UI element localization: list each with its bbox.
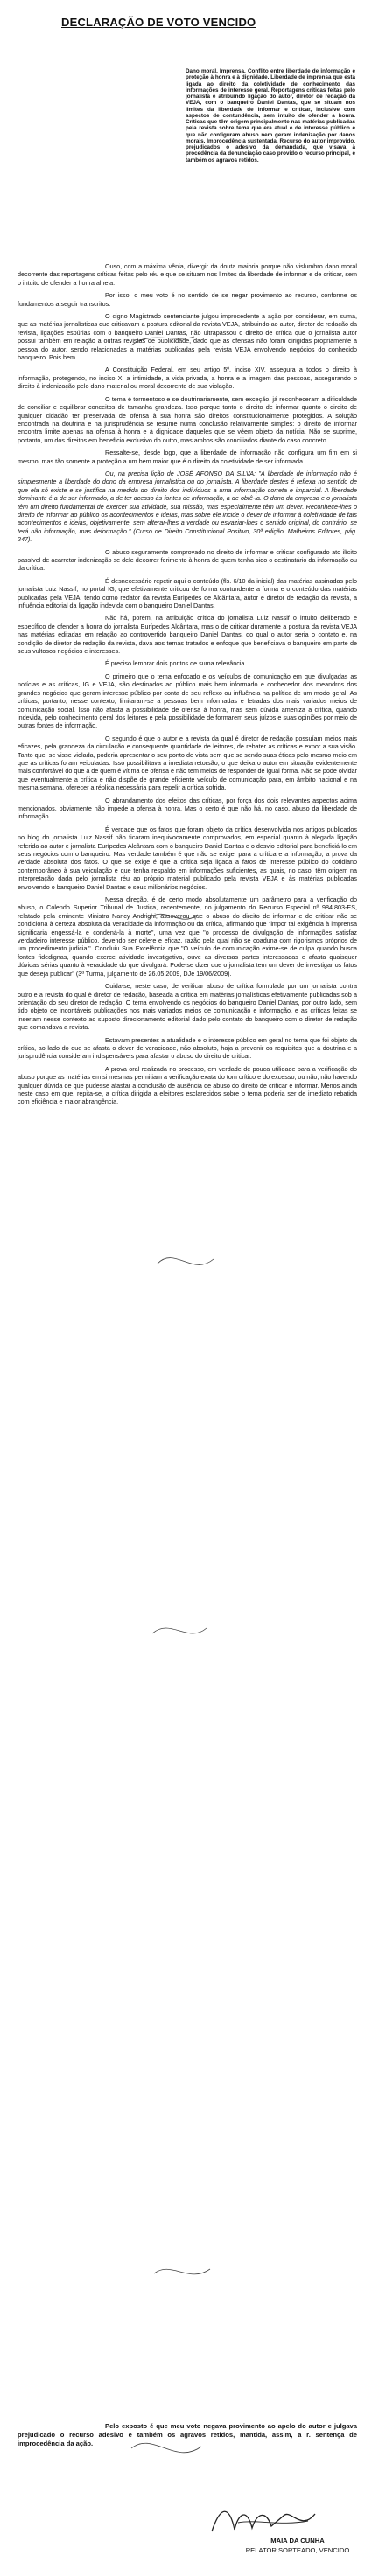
doctrine-quote: Ou, na precisa lição de JOSÉ AFONSO DA SILVA: "A liberdade de informação não é simplesmente a liberdade do dono da empresa jornalística ou do jornalista. A liberdade destes é reflexa no sentido de que ela só existe e se justifica na medida do direito dos indivíduos a uma informação correta e imparcial. A liberdade dominante é a de ser informado, a de ter acesso às fontes de informação, a de obtê-la. O dono da empresa e o jornalista têm um direito fundamental de exercer sua atividade, sua missão, mas especialmente têm um dever. Reconhece-lhes o direito de informar ao público os acontecimentos e ideias, mas sobre ele incide o dever de informar à coletividade de tais acontecimentos e ideias, objetivamente, sem alterar-lhes a verdade ou esvaziar-lhes o sentido original, do contrário, se terá não informação, mas deformação." (Curso de Direito Constitucional Positivo, 30ª edição, Malheiros Editores, pág. 247).: [18, 469, 357, 544]
paragraph: O abrandamento dos efeitos das críticas, por força dos dois relevantes aspectos acima mencionados, obviamente não impede a ofensa à honra. Mas o certo é que não há, no caso, abuso da liberdade de informação.: [18, 796, 357, 821]
paragraph: O cigno Magistrado sentenciante julgou improcedente a ação por considerar, em suma, que as matérias jornalísticas que criticavam a postura editorial da revista VEJA, atribuindo ao autor, diretor de redação da revista, ligações espúrias com o banqueiro Daniel Dantas, não ultrapassou o direito de crítica que o jornalista autor possui também em relação a outras revistas de publicidade, dado que as ofensas não foram dirigidas propriamente a pessoa do autor, sendo relacionadas a matérias publicadas pela revista VEJA envolvendo negócios do conhecido banqueiro. Pois bem.: [18, 312, 357, 362]
paragraph: É desnecessário repetir aqui o conteúdo (fls. 6/10 da inicial) das matérias assinadas pelo jornalista Luiz Nassif, no portal IG, que efetivamente criticou de forma contundente a forma e o conteúdo das matérias publicadas pela VEJA, tendo como redator da revista Eurípedes de Alcântara, autor e diretor de redação da revista, a influência editorial da ligação indevida com o banqueiro Daniel Dantas.: [18, 576, 357, 610]
vote-conclusion: [18, 2422, 357, 2448]
conclusion-text: Pelo exposto é que meu voto negava provimento ao apelo do autor e julgava prejudicado o recurso adesivo e também os agravos retidos, mantida, assim, a r. sentença de improcedência da ação.: [18, 2422, 357, 2447]
scribble-mark: [154, 2269, 210, 2274]
paragraph: O primeiro que o tema enfocado e os veículos de comunicação em que divulgadas as notícias e as críticas, IG e VEJA, são destinados ao público mais bem informado e conhecedor dos meandros dos grandes negócios que geram interesse público por conta de seu reflexo ou influência na política de um modo geral. As críticas, portanto, nesse contexto, limitaram-se a pessoas bem informadas e letradas dos mais variados meios de comunicação social. Isso não afasta a possibilidade de ofensa à honra, mas sem dúvida ameniza a crítica, quando indevida, pelo conhecimento geral dos leitores e pela possibilidade de formarem seus juízos e suas opiniões por meio de outras fontes de informação.: [18, 672, 357, 730]
vote-body: [18, 262, 357, 1110]
page-title: DECLARAÇÃO DE VOTO VENCIDO: [61, 16, 256, 29]
paragraph: Por isso, o meu voto é no sentido de se negar provimento ao recurso, conforme os fundamentos a seguir transcritos.: [18, 291, 357, 308]
paragraph: Ouso, com a máxima vênia, divergir da douta maioria porque não vislumbro dano moral decorrente das reportagens críticas feitas pelo réu e que se situam nos limites da liberdade de informar e de criticar, sem o intuito de ofender a honra alheia.: [18, 262, 357, 287]
paragraph: O segundo é que o autor e a revista da qual é diretor de redação possuíam meios mais eficazes, pela grandeza da circulação e consequente quantidade de leitores, de rebater as críticas e expor a sua visão. Tanto que, se visse violada, poderia apresentar o seu ponto de vista sem que se sendo suas éticas pelo mesmo meio em que as críticas foram veiculadas. Isso possibilitava a imediata retorsão, o que deixa o autor em situação evidentemente mais confortável do que a de quem é vítima de ofensa e não tem meios de responder de igual forma. Não se pode olvidar que eventualmente a crítica e não dispõe de grande eficiente veículo de comunicação para, em âmbito nacional e na mesma semana, oferecer a réplica necessária para repelir a crítica sofrida.: [18, 734, 357, 792]
paragraph: É verdade que os fatos que foram objeto da crítica desenvolvida nos artigos publicados no blog do jornalista Luiz Nassif não ficaram inequivocamente comprovados, em especial quanto à alegada ligação referida ao autor e jornalista Eurípedes Alcântara com o banqueiro Daniel Dantas e o desvio editorial para beneficiá-lo em seus negócios com o banqueiro. Mas verdade também é que não se exige, para a crítica e a informação, a prova da verdade absoluta dos fatos. O que se exige é que a crítica seja ligada a fatos de interesse público do cotidiano contemporâneo à sua veiculação e que tenha respaldo em informações suficientes, as quais, no caso, têm origem na interpretação dada pelo jornalista réu ao próprio material publicado pela revista VEJA e às matérias publicadas envolvendo o banqueiro Daniel Dantas e seus milionários negócios.: [18, 825, 357, 891]
paragraph: A Constituição Federal, em seu artigo 5º, inciso XIV, assegura a todos o direito à informação, protegendo, no inciso X, a intimidade, a vida privada, a honra e a imagem das pessoas, assegurando o direito à indenização pelo dano material ou moral decorrente de sua violação.: [18, 366, 357, 391]
paragraph: O tema é tormentoso e se doutrinariamente, sem exceção, já reconheceram a dificuldade de conciliar e equilibrar conceitos de tamanha grandeza. Isso porque tanto o direito de informar quanto o direito de qualquer cidadão ter preservada de ofensa à sua honra são direitos constitucionalmente protegidos. A solução encontrada na doutrina e na jurisprudência se resume numa conclusão relativamente simples: o direito de informar encontra limite apenas na ofensa à honra e à dignidade daqueles que se vêem objeto da notícia. Não se suprime, portanto, um dos direitos em benefício exclusivo do outro, mas ambos são conciliados diante do caso concreto.: [18, 394, 357, 444]
scribble-mark: [152, 1628, 207, 1633]
signer-name: MAIA DA CUNHA: [270, 2537, 325, 2545]
paragraph: Cuida-se, neste caso, de verificar abuso de crítica formulada por um jornalista contra outro e a revista do qual é diretor de redação, baseada a crítica em matérias jornalísticas efetivamente publicadas sob a orientação do seu diretor de redação. O tema envolvendo os negócios do banqueiro Daniel Dantas, por outro lado, sem tido objeto de incontáveis publicações nos mais variados meios de comunicação e informação, e as críticas feitas se inseriam nesse contexto ao suposto direcionamento editorial dado pelo contato do banqueiro com o diretor de redação que comandava a revista.: [18, 982, 357, 1032]
paragraph: Estavam presentes a atualidade e o interesse público em geral no tema que foi objeto da crítica, ao lado do que se afasta o dever de veracidade, não absoluto, haja a prevenir os requisitos que a doutrina e a jurisprudência consideram indispensáveis para afastar o abuso do direito de criticar.: [18, 1035, 357, 1061]
paragraph: Não há, porém, na atribuição crítica do jornalista Luiz Nassif o intuito deliberado e específico de ofender a honra do jornalista Eurípedes Alcântara, mas o de criticar duramente a postura da revista VEJA nas matérias editadas em relação ao controvertido banqueiro Daniel Dantas, do qual o autor seria o contato e, na condição de diretor de redação da revista, dava aos temas tratados e enfoque que beneficiava o banqueiro em parte de seus vultosos negócios e interesses.: [18, 614, 357, 656]
signature-block: [223, 2536, 372, 2555]
ementa-summary: Dano moral. Imprensa. Conflito entre liberdade de informação e proteção à honra e à dignidade. Liberdade de imprensa que está ligada ao direito da coletividade de conhecimento das informações de interesse geral. Reportagens críticas feitas pelo jornalista e atribuindo ligação do autor, diretor de redação da VEJA, com o banqueiro Daniel Dantas, que se situam nos limites da liberdade de informar e criticar, inclusive com aspectos de contundência, sem intuito de ofender a honra. Críticas que têm origem principalmente nas matérias publicadas pela revista sobre tema que era atual e de interesse público e que não configuram abuso nem geram indenização por danos morais. Improcedência sustentada. Recurso do autor improvido, prejudicados o adesivo da demandada, que visava à procedência da denunciação caso provido o recurso principal, e também os agravos retidos.: [186, 68, 355, 164]
paragraph: Nessa direção, é de certo modo absolutamente um parâmetro para a verificação do abuso, o Colendo Superior Tribunal de Justiça, recentemente, no julgamento do Recurso Especial nº 984.803-ES, relatado pela eminente Ministra Nancy Andrighi, asseverou que o abuso do direito de informar e de criticar não se condiciona à certeza absoluta da veracidade da informação ou da crítica, afirmando que "impor tal exigência à imprensa significaria engessá-la e condená-la à morte", uma vez que "o processo de divulgação de informações satisfaz verdadeiro interesse público, devendo ser célere e eficaz, razão pela qual não se coaduna com rigorismos próprios de um procedimento judicial". Concluiu Sua Excelência que "O veículo de comunicação exime-se de culpa quando busca fontes fidedignas, quando exerce atividade investigativa, ouve as diversas partes interessadas e afasta quaisquer dúvidas sérias quanto à veracidade do que divulgará. Pode-se dizer que o jornalista tem um dever de investigar os fatos que deseja publicar" (3ª Turma, julgamento de 26.05.2009, DJe 19/06/2009).: [18, 895, 357, 978]
paragraph: É preciso lembrar dois pontos de suma relevância.: [105, 659, 247, 668]
signer-role: RELATOR SORTEADO, VENCIDO: [245, 2546, 350, 2554]
paragraph: A prova oral realizada no processo, em verdade de pouca utilidade para a verificação do abuso porque as matérias em si mesmas permitiam a verificação exata do tom crítico e do excesso, ou não, não havendo qualquer dúvida de que pudesse afastar a conclusão de ausência de abuso do direito de criticar e informar. Menos ainda neste caso em que, repita-se, a crítica dirigida a eleitores esclarecidos sobre o tema poderia ser de imediato rebatida com eficiência e maior abrangência.: [18, 1064, 357, 1106]
paragraph: O abuso seguramente comprovado no direito de informar e criticar configurado ato ilícito passível de acarretar indenização se dele decorrer ferimento à honra de quem tenha sido o destinatário da informação ou da crítica.: [18, 547, 357, 573]
scribble-mark: [158, 1258, 214, 1265]
paragraph: Ressalte-se, desde logo, que a liberdade de informação não configura um fim em si mesmo, mas tão somente a proteção a um bem maior que é o direito da coletividade de ser informada.: [18, 449, 357, 465]
